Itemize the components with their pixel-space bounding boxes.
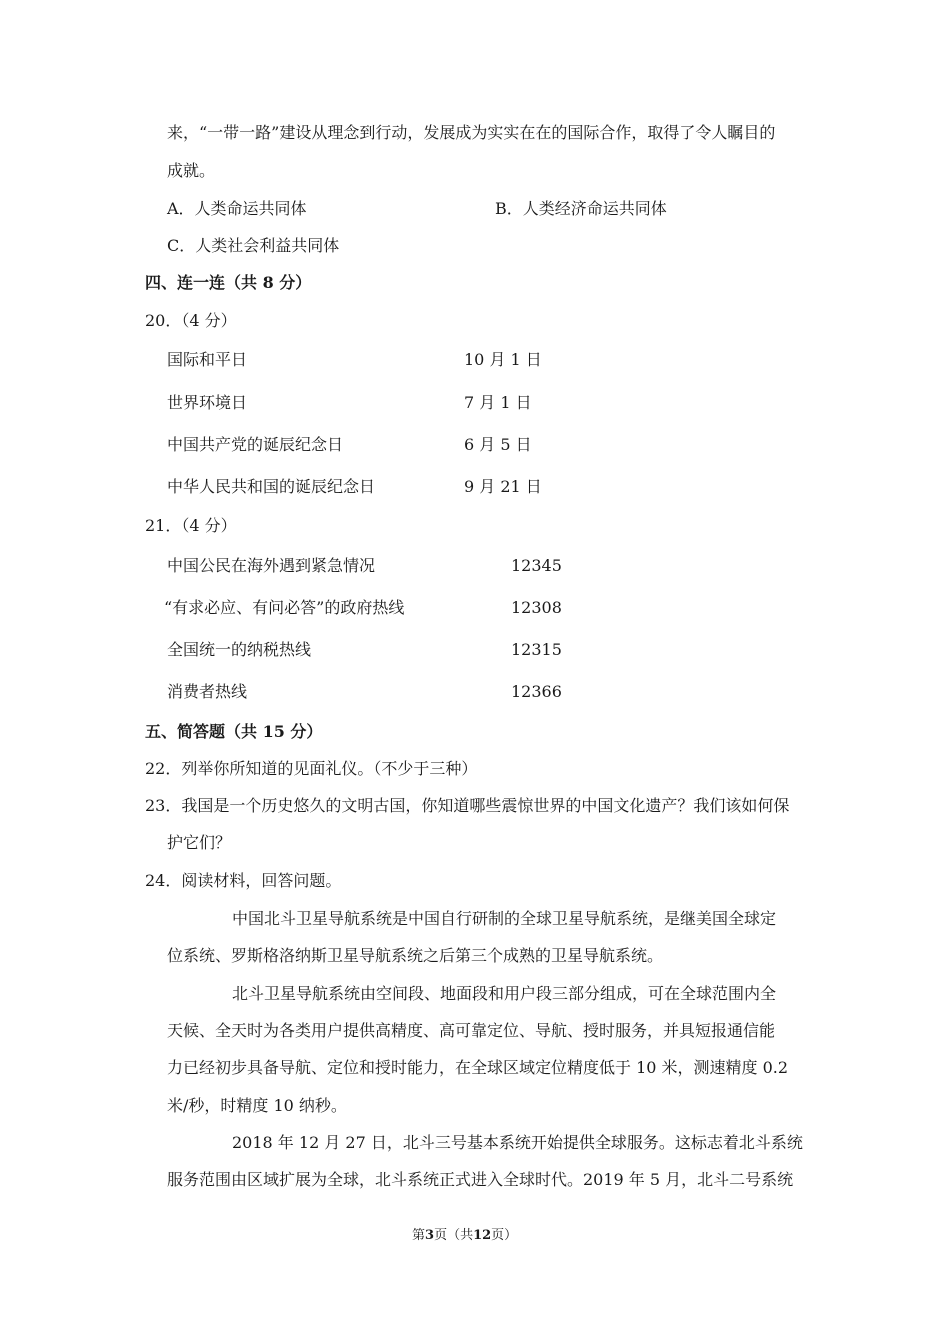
footer-prefix: 第 <box>412 1228 426 1243</box>
question-header: 21．（4 分） <box>145 516 237 535</box>
match-right-item: 6 月 5 日 <box>464 435 532 454</box>
footer-suffix: 页） <box>491 1228 518 1243</box>
match-right-item: 7 月 1 日 <box>464 393 532 412</box>
question-24: 24．阅读材料，回答问题。 <box>145 871 342 890</box>
match-left-item: 中国共产党的诞辰纪念日 <box>167 435 344 454</box>
question-23: 23．我国是一个历史悠久的文明古国，你知道哪些震惊世界的中国文化遗产？我们该如何保 <box>145 796 790 815</box>
section-title: 五、简答题（共 15 分） <box>145 722 323 741</box>
reading-material-line: 中国北斗卫星导航系统是中国自行研制的全球卫星导航系统，是继美国全球定 <box>232 909 777 928</box>
option-a: A．人类命运共同体 <box>167 199 307 218</box>
reading-material-line: 米/秒，时精度 10 纳秒。 <box>167 1096 347 1115</box>
match-left-item: “有求必应、有问必答”的政府热线 <box>164 598 405 617</box>
footer-middle: 页（共 <box>434 1228 474 1243</box>
question-22: 22．列举你所知道的见面礼仪。（不少于三种） <box>145 759 478 778</box>
option-c: C．人类社会利益共同体 <box>167 236 340 255</box>
footer-page-number: 3 <box>425 1228 435 1243</box>
match-right-item: 12345 <box>511 556 562 575</box>
option-b: B．人类经济命运共同体 <box>495 199 667 218</box>
match-right-item: 9 月 21 日 <box>464 477 542 496</box>
match-right-item: 12366 <box>511 682 562 701</box>
match-left-item: 全国统一的纳税热线 <box>167 640 312 659</box>
reading-material-line: 北斗卫星导航系统由空间段、地面段和用户段三部分组成，可在全球范围内全 <box>232 984 777 1003</box>
page-footer <box>412 1226 517 1246</box>
match-right-item: 10 月 1 日 <box>464 350 542 369</box>
q19-text-line: 成就。 <box>167 161 216 180</box>
question-23: 护它们？ <box>167 833 232 852</box>
reading-material-line: 天候、全天时为各类用户提供高精度、高可靠定位、导航、授时服务，并具短报通信能 <box>167 1021 776 1040</box>
reading-material-line: 力已经初步具备导航、定位和授时能力，在全球区域定位精度低于 10 米，测速精度 0.2 <box>167 1058 789 1077</box>
match-left-item: 中华人民共和国的诞辰纪念日 <box>167 477 376 496</box>
reading-material-line: 服务范围由区域扩展为全球，北斗系统正式进入全球时代。2019 年 5 月，北斗二号系统 <box>167 1170 794 1189</box>
match-left-item: 消费者热线 <box>167 682 248 701</box>
section-title: 四、连一连（共 8 分） <box>145 273 312 292</box>
match-left-item: 中国公民在海外遇到紧急情况 <box>167 556 376 575</box>
reading-material-line: 2018 年 12 月 27 日，北斗三号基本系统开始提供全球服务。这标志着北斗系统 <box>232 1133 803 1152</box>
match-left-item: 国际和平日 <box>167 350 248 369</box>
match-right-item: 12315 <box>511 640 562 659</box>
reading-material-line: 位系统、罗斯格洛纳斯卫星导航系统之后第三个成熟的卫星导航系统。 <box>167 946 664 965</box>
match-left-item: 世界环境日 <box>167 393 248 412</box>
match-right-item: 12308 <box>511 598 562 617</box>
q19-text-line: 来，“一带一路”建设从理念到行动，发展成为实实在在的国际合作，取得了令人瞩目的 <box>167 123 776 142</box>
footer-total-pages: 12 <box>473 1228 492 1243</box>
question-header: 20．（4 分） <box>145 311 237 330</box>
